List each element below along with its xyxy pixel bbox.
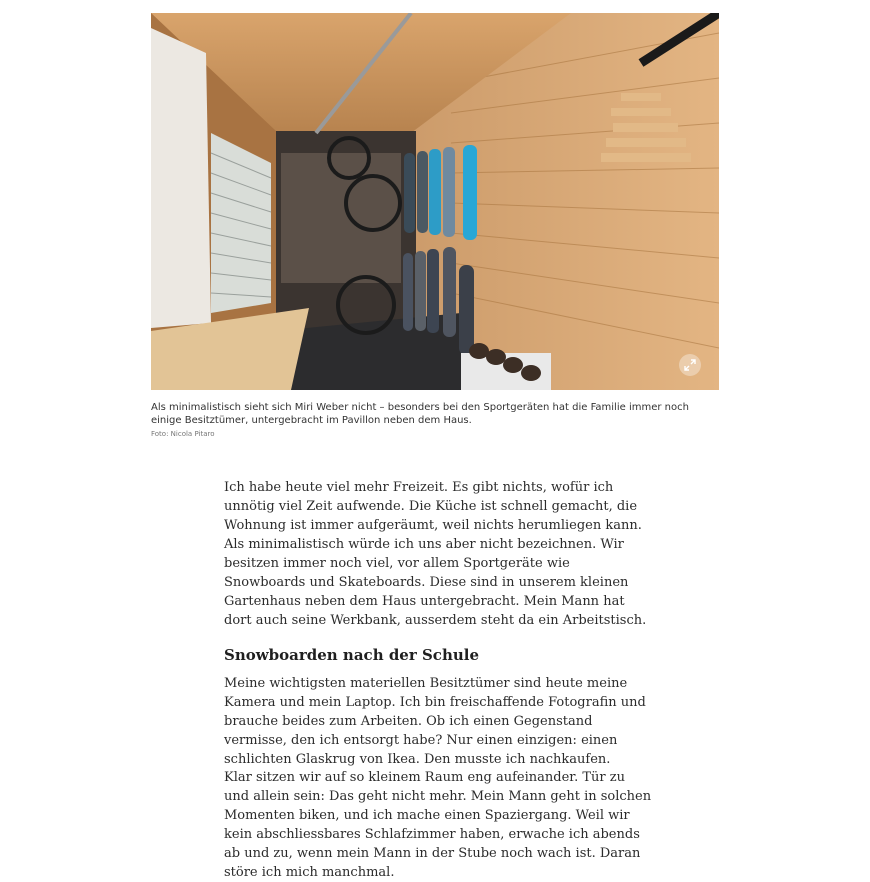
article-paragraph: Meine wichtigsten materiellen Besitztümer sind heute meine Kamera und mein Laptop. Ich bin freischaffende Fotografin und brauche beides zum Arbeiten. Ob ich einen Gegenstand vermisse, den ich entsorgt habe? Nur einen einzigen: einen schlichten Glaskrug von Ikea. Den musste ich nachkaufen. [224, 676, 646, 767]
article-paragraph: Klar sitzen wir auf so kleinem Raum eng aufeinander. Tür zu und allein sein: Das geht nicht mehr. Mein Mann geht in solchen Momenten biken, und ich mache einen Spaziergang. Weil wir kein abschliessbares Schlafzimmer haben, erwache ich abends ab und zu, wenn mein Mann in der Stube noch wach ist. Daran störe ich mich manchmal. [224, 770, 652, 880]
article-photo[interactable] [151, 13, 719, 390]
section-heading: Snowboarden nach der Schule [224, 646, 479, 664]
photo-caption: Als minimalistisch sieht sich Miri Weber nicht – besonders bei den Sportgeräten hat die Familie immer noch einige Besitztümer, untergebracht im Pavillon neben dem Haus. [151, 402, 689, 426]
article-body [224, 478, 654, 880]
expand-icon [684, 359, 696, 371]
article-paragraph: Ich habe heute viel mehr Freizeit. Es gibt nichts, wofür ich unnötig viel Zeit aufwende. Die Küche ist schnell gemacht, die Wohnung ist immer aufgeräumt, weil nichts herumliegen kann. Als minimalistisch würde ich uns aber nicht bezeichnen. Wir besitzen immer noch viel, vor allem Sportgeräte wie Snowboards und Skateboards. Diese sind in unserem kleinen Gartenhaus neben dem Haus untergebracht. Mein Mann hat dort auch seine Werkbank, ausserdem steht da ein Arbeitstisch. [224, 480, 647, 628]
photo-illustration [151, 13, 719, 390]
expand-button[interactable] [679, 354, 701, 376]
photo-credit: Foto: Nicola Pitaro [151, 430, 215, 438]
